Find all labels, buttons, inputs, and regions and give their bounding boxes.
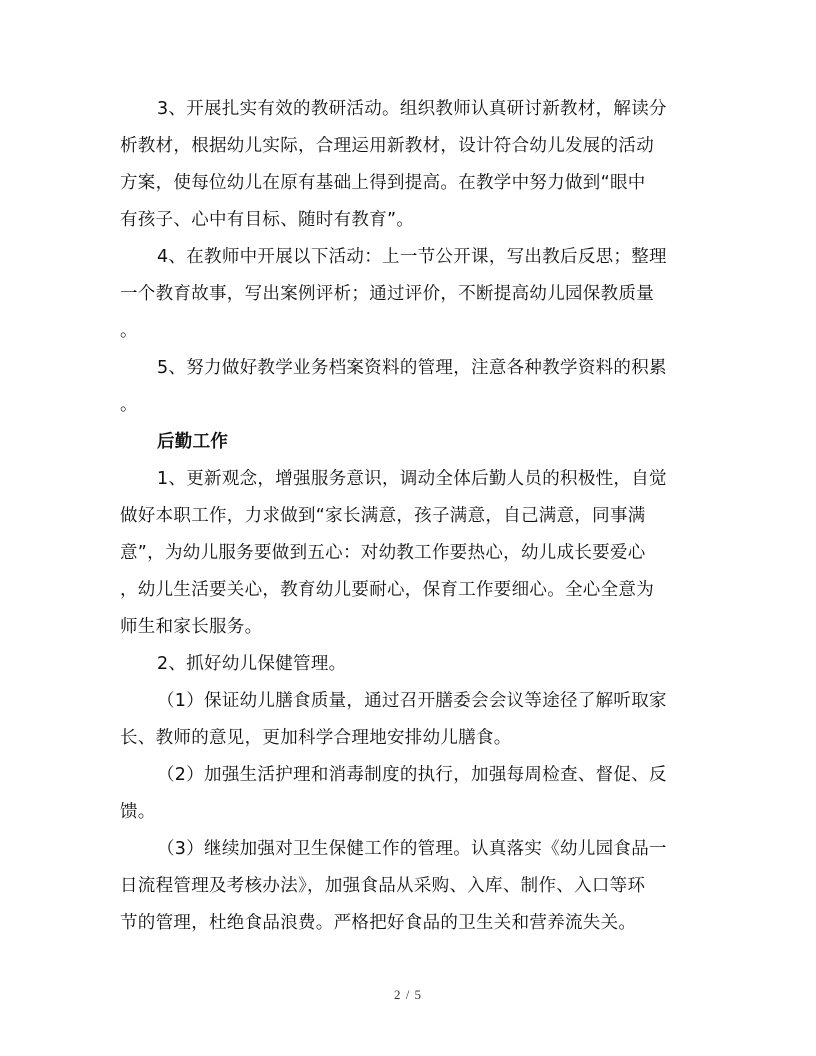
- page-number: 2 / 5: [393, 987, 423, 1002]
- paragraph-4-line-2: 一个教育故事，写出案例评析；通过评价，不断提高幼儿园保教质量: [120, 284, 654, 304]
- paragraph-4-line-1: 4、在教师中开展以下活动：上一节公开课，写出教后反思；整理: [157, 247, 667, 267]
- sub-item-2-line-1: （2）加强生活护理和消毒制度的执行，加强每周检查、督促、反: [157, 765, 667, 785]
- sub-item-1-line-1: （1）保证幼儿膳食质量，通过召开膳委会会议等途径了解听取家: [157, 691, 667, 711]
- sub-item-1-line-2: 长、教师的意见，更加科学合理地安排幼儿膳食。: [120, 728, 512, 748]
- paragraph-4-line-3: 。: [120, 321, 138, 341]
- logistics-item-2-heading: 2、抓好幼儿保健管理。: [157, 654, 347, 674]
- sub-item-3-line-3: 节的管理，杜绝食品浪费。严格把好食品的卫生关和营养流失关。: [120, 913, 637, 933]
- paragraph-5-line-2: 。: [120, 395, 138, 415]
- sub-item-3-line-1: （3）继续加强对卫生保健工作的管理。认真落实《幼儿园食品一: [157, 839, 667, 859]
- paragraph-3-line-4: 有孩子、心中有目标、随时有教育”。: [120, 210, 415, 230]
- logistics-item-1-line-1: 1、更新观念，增强服务意识，调动全体后勤人员的积极性，自觉: [157, 469, 667, 489]
- logistics-item-1-line-3: 意”，为幼儿服务要做到五心：对幼教工作要热心，幼儿成长要爱心: [120, 543, 646, 563]
- logistics-item-1-line-2: 做好本职工作，力求做到“家长满意，孩子满意，自己满意，同事满: [120, 506, 646, 526]
- paragraph-3-line-2: 析教材，根据幼儿实际，合理运用新教材，设计符合幼儿发展的活动: [120, 136, 654, 156]
- section-heading-logistics: 后勤工作: [157, 432, 229, 452]
- paragraph-3-line-3: 方案，使每位幼儿在原有基础上得到提高。在教学中努力做到“眼中: [120, 173, 646, 193]
- paragraph-5-line-1: 5、努力做好教学业务档案资料的管理，注意各种教学资料的积累: [157, 358, 667, 378]
- sub-item-3-line-2: 日流程管理及考核办法》，加强食品从采购、入库、制作、入口等环: [120, 876, 646, 896]
- sub-item-2-line-2: 馈。: [120, 802, 156, 822]
- logistics-item-1-line-5: 师生和家长服务。: [120, 617, 263, 637]
- logistics-item-1-line-4: ，幼儿生活要关心，教育幼儿要耐心，保育工作要细心。全心全意为: [120, 580, 654, 600]
- paragraph-3-line-1: 3、开展扎实有效的教研活动。组织教师认真研讨新教材，解读分: [157, 99, 667, 119]
